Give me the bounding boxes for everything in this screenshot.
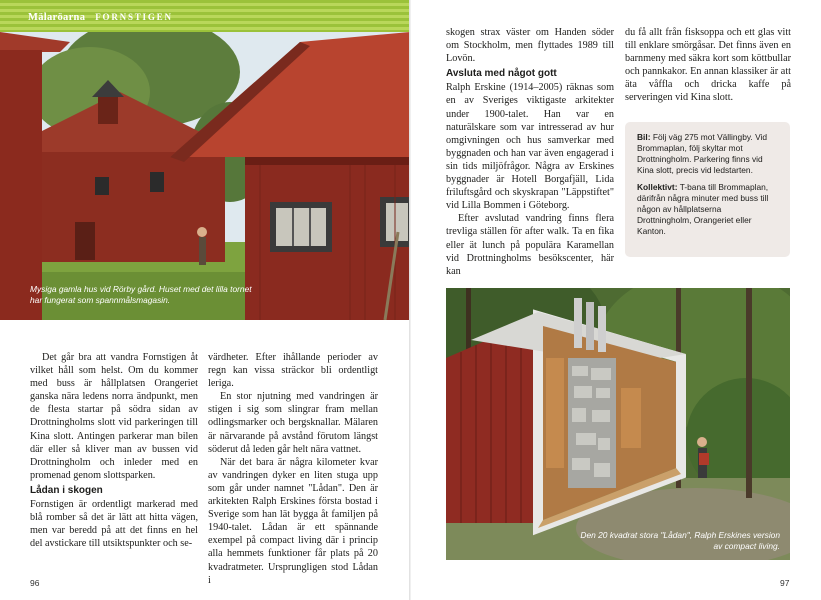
infobox-car-text: Följ väg 275 mot Vällingby. Vid Brommaplan, följ skyltar mot Drottningholm. Parkering finns vid Kina slott, precis vid ledstarten. (637, 132, 768, 175)
paragraph: du få allt från fisksoppa och ett glas vitt till enklare smörgåsar. Det finns även en barnmeny med säkra kort som köttbullar och pannkakor. En annan klassiker är att äta våffla och dricka kaffe på serveringen vid Kina slott. (625, 27, 791, 104)
left-column-2 (208, 351, 378, 587)
paragraph: Ralph Erskine (1914–2005) räknas som en av Sveriges viktigaste arkitekter under 1900-talet. Han var en naturälskare som var intresserad av hur omgivningen och hus samverkar med byggnaden och han var även engagerad i sin tids miljöfrågor. Några av Erskines byggnader är Hotell Borgafjäll, Lida friluftsgård och skyskrapan "Läppstiftet" vid Lilla Bommen i Göteborg. (446, 82, 614, 212)
paragraph: Efter avslutad vandring finns flera trevliga ställen för after walk. Ta en fika eller ät lunch på populära Karamellan vid Drottningholms besökscenter, här kan (446, 213, 614, 277)
right-column-1 (446, 26, 614, 278)
infobox-car (637, 132, 778, 176)
paragraph: Det går bra att vandra Fornstigen åt vilket håll som helst. Om du kommer med buss är hållplatsen Orangeriet ganska nära ledens norra ändpunkt, men de flesta startar på södra sidan av Drottningholms slott vid parkeringen till Kina slott. Antingen parkerar man bilen där eller så kliver man av bussen vid Drottningholm och inleder med en promenad genom slottsparken. (30, 352, 198, 481)
photo-caption: Den 20 kvadrat stora "Lådan", Ralph Erskines version av compact living. (580, 530, 780, 551)
photo-rorby-gard (0, 32, 410, 320)
subheading: Lådan i skogen (30, 484, 103, 496)
running-header (0, 0, 410, 32)
subheading: Avsluta med något gott (446, 68, 557, 80)
running-header-text (28, 12, 173, 23)
infobox-transit-label: Kollektivt: (637, 182, 678, 192)
header-section: FORNSTIGEN (95, 12, 173, 22)
directions-infobox (625, 122, 790, 257)
left-column-1 (30, 351, 198, 550)
photo-ladan-cabin (446, 288, 790, 560)
paragraph: En stor njutning med vandringen är stigen i sig som slingrar fram mellan odlingsmarker och bergsknallar. Mälaren är närvarande på avstånd förutom längst söderut då leden går helt nära vattnet. (208, 391, 378, 455)
paragraph: skogen strax väster om Handen söder om Stockholm, men flyttades 1989 till Lovön. (446, 27, 614, 65)
paragraph: När det bara är några kilometer kvar av vandringen dyker en liten stuga upp som går under namnet "Lådan". Den är arkitekten Ralph Erskines första bostad i Sverige som han lät bygga åt familjen på 1940-talet. Lådan är ett spännande exempel på compact living där i princip alla hemmets funktioner får plats på 20 kvadratmeter. Ursprungligen stod Lådan i (208, 456, 378, 586)
header-series: Mälaröarna (28, 12, 86, 23)
left-page (0, 0, 410, 600)
page-number: 97 (780, 578, 790, 588)
infobox-transit (637, 182, 778, 237)
infobox-transit-text: T-bana till Brommaplan, därifrån några minuter med buss till någon av hållplatserna Drottningholm, Orangeriet eller Kanton. (637, 182, 769, 236)
paragraph: Fornstigen är ordentligt markerad med blå romber så det är lätt att hitta vägen, men var beredd på att det finns en hel del avstickare till utsiktspunkter och se- (30, 499, 198, 550)
paragraph: värdheter. Efter ihållande perioder av regn kan vissa sträckor bli ordentligt leriga. (208, 352, 378, 390)
right-column-2 (625, 26, 791, 105)
infobox-car-label: Bil: (637, 132, 651, 142)
photo-caption: Mysiga gamla hus vid Rörby gård. Huset med det lilla tornet har fungerat som spannmålsmagasin. (30, 284, 252, 305)
page-number: 96 (30, 578, 40, 588)
